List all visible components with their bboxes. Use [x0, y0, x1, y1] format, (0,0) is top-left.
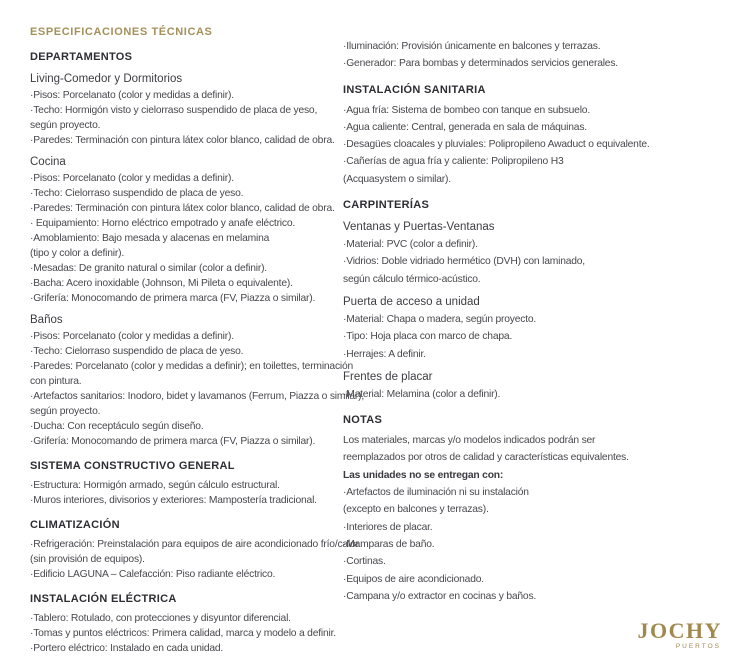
- spec-line: ·Bacha: Acero inoxidable (Johnson, Mi Pileta o equivalente).: [30, 278, 293, 289]
- spec-line: ·Material: Melamina (color a definir).: [343, 388, 501, 400]
- subsection-heading: Cocina: [30, 156, 66, 168]
- spec-line: ·Cortinas.: [343, 556, 386, 568]
- spec-line: ·Campana y/o extractor en cocinas y baños.: [343, 590, 537, 602]
- spec-line: según cálculo térmico-acústico.: [343, 273, 481, 285]
- page-title: ESPECIFICACIONES TÉCNICAS: [30, 26, 213, 38]
- spec-line: (Acquasystem o similar).: [343, 173, 451, 185]
- section-heading: NOTAS: [343, 414, 383, 427]
- spec-line: según proyecto.: [30, 406, 101, 417]
- section-heading: SISTEMA CONSTRUCTIVO GENERAL: [30, 460, 235, 472]
- spec-line: ·Portero eléctrico: Instalado en cada unidad.: [30, 643, 224, 654]
- subsection-heading: Ventanas y Puertas-Ventanas: [343, 221, 495, 234]
- spec-line: ·Estructura: Hormigón armado, según cálculo estructural.: [30, 480, 280, 491]
- spec-line: ·Paredes: Terminación con pintura látex color blanco, calidad de obra.: [30, 203, 335, 214]
- spec-line: ·Artefactos de iluminación ni su instalación: [343, 487, 529, 499]
- spec-line: ·Artefactos sanitarios: Inodoro, bidet y lavamanos (Ferrum, Piazza o similar),: [30, 391, 365, 402]
- brand-tagline: PUERTOS: [675, 643, 721, 650]
- subsection-heading: Baños: [30, 314, 63, 326]
- spec-line: ·Muros interiores, divisorios y exteriores: Mampostería tradicional.: [30, 495, 317, 506]
- spec-line: ·Material: Chapa o madera, según proyecto.: [343, 313, 537, 325]
- spec-line: con pintura.: [30, 376, 82, 387]
- spec-line: ·Mamparas de baño.: [343, 538, 435, 550]
- spec-line: · Equipamiento: Horno eléctrico empotrado y anafe eléctrico.: [30, 218, 296, 229]
- spec-line: ·Amoblamiento: Bajo mesada y alacenas en melamina: [30, 233, 270, 244]
- spec-line: ·Techo: Hormigón visto y cielorraso suspendido de placa de yeso,: [30, 105, 318, 116]
- spec-line: ·Material: PVC (color a definir).: [343, 239, 478, 251]
- spec-line: ·Pisos: Porcelanato (color y medidas a definir).: [30, 331, 234, 342]
- spec-line: ·Vidrios: Doble vidriado hermético (DVH) con laminado,: [343, 256, 585, 268]
- brand-logo: [638, 620, 723, 650]
- spec-line: ·Pisos: Porcelanato (color y medidas a definir).: [30, 90, 234, 101]
- spec-line: (tipo y color a definir).: [30, 248, 125, 259]
- spec-line: ·Edificio LAGUNA – Calefacción: Piso radiante eléctrico.: [30, 569, 276, 580]
- spec-line: ·Grifería: Monocomando de primera marca (FV, Piazza o similar).: [30, 436, 316, 447]
- spec-line: Los materiales, marcas y/o modelos indicados podrán ser: [343, 435, 596, 447]
- spec-line: ·Tablero: Rotulado, con protecciones y disyuntor diferencial.: [30, 613, 291, 624]
- spec-column-right: [343, 0, 703, 605]
- spec-line: (excepto en balcones y terrazas).: [343, 504, 489, 516]
- section-heading: INSTALACIÓN SANITARIA: [343, 83, 486, 96]
- spec-line: ·Paredes: Terminación con pintura látex color blanco, calidad de obra.: [30, 135, 335, 146]
- spec-line: ·Grifería: Monocomando de primera marca (FV, Piazza o similar).: [30, 293, 316, 304]
- spec-line: ·Herrajes: A definir.: [343, 348, 426, 360]
- subsection-heading: Frentes de placar: [343, 370, 433, 383]
- spec-line: ·Pisos: Porcelanato (color y medidas a definir).: [30, 173, 234, 184]
- spec-line: ·Generador: Para bombas y determinados servicios generales.: [343, 58, 618, 70]
- spec-line: ·Iluminación: Provisión únicamente en balcones y terrazas.: [343, 41, 601, 52]
- section-heading: CARPINTERÍAS: [343, 199, 430, 212]
- spec-line: ·Cañerías de agua fría y caliente: Polipropileno H3: [343, 156, 564, 168]
- subsection-heading: Puerta de acceso a unidad: [343, 295, 480, 308]
- spec-line: ·Equipos de aire acondicionado.: [343, 573, 484, 585]
- section-heading: INSTALACIÓN ELÉCTRICA: [30, 593, 177, 605]
- spec-line: ·Desagües cloacales y pluviales: Polipropileno Awaduct o equivalente.: [343, 139, 650, 151]
- spec-line: (sin provisión de equipos).: [30, 554, 145, 565]
- spec-line: ·Mesadas: De granito natural o similar (color a definir).: [30, 263, 267, 274]
- spec-line: ·Agua fría: Sistema de bombeo con tanque en subsuelo.: [343, 104, 590, 116]
- section-heading: CLIMATIZACIÓN: [30, 519, 120, 531]
- spec-line: ·Interiores de placar.: [343, 521, 433, 533]
- spec-line: ·Tipo: Hoja placa con marco de chapa.: [343, 331, 513, 343]
- brand-name: JOCHY: [637, 618, 722, 643]
- spec-line: ·Paredes: Porcelanato (color y medidas a definir); en toilettes, terminación: [30, 361, 354, 372]
- spec-line: según proyecto.: [30, 120, 101, 131]
- spec-line: ·Ducha: Con receptáculo según diseño.: [30, 421, 204, 432]
- section-heading: DEPARTAMENTOS: [30, 51, 133, 63]
- spec-line: ·Techo: Cielorraso suspendido de placa de yeso.: [30, 346, 244, 357]
- spec-line: ·Refrigeración: Preinstalación para equipos de aire acondicionado frío/calor: [30, 539, 359, 550]
- subsection-heading: Living-Comedor y Dormitorios: [30, 73, 183, 85]
- spec-line: ·Techo: Cielorraso suspendido de placa de yeso.: [30, 188, 244, 199]
- spec-line: ·Agua caliente: Central, generada en sala de máquinas.: [343, 121, 587, 133]
- list-intro-line: Las unidades no se entregan con:: [343, 469, 504, 481]
- spec-line: reemplazados por otros de calidad y características equivalentes.: [343, 452, 629, 464]
- spec-line: ·Tomas y puntos eléctricos: Primera calidad, marca y modelo a definir.: [30, 628, 336, 639]
